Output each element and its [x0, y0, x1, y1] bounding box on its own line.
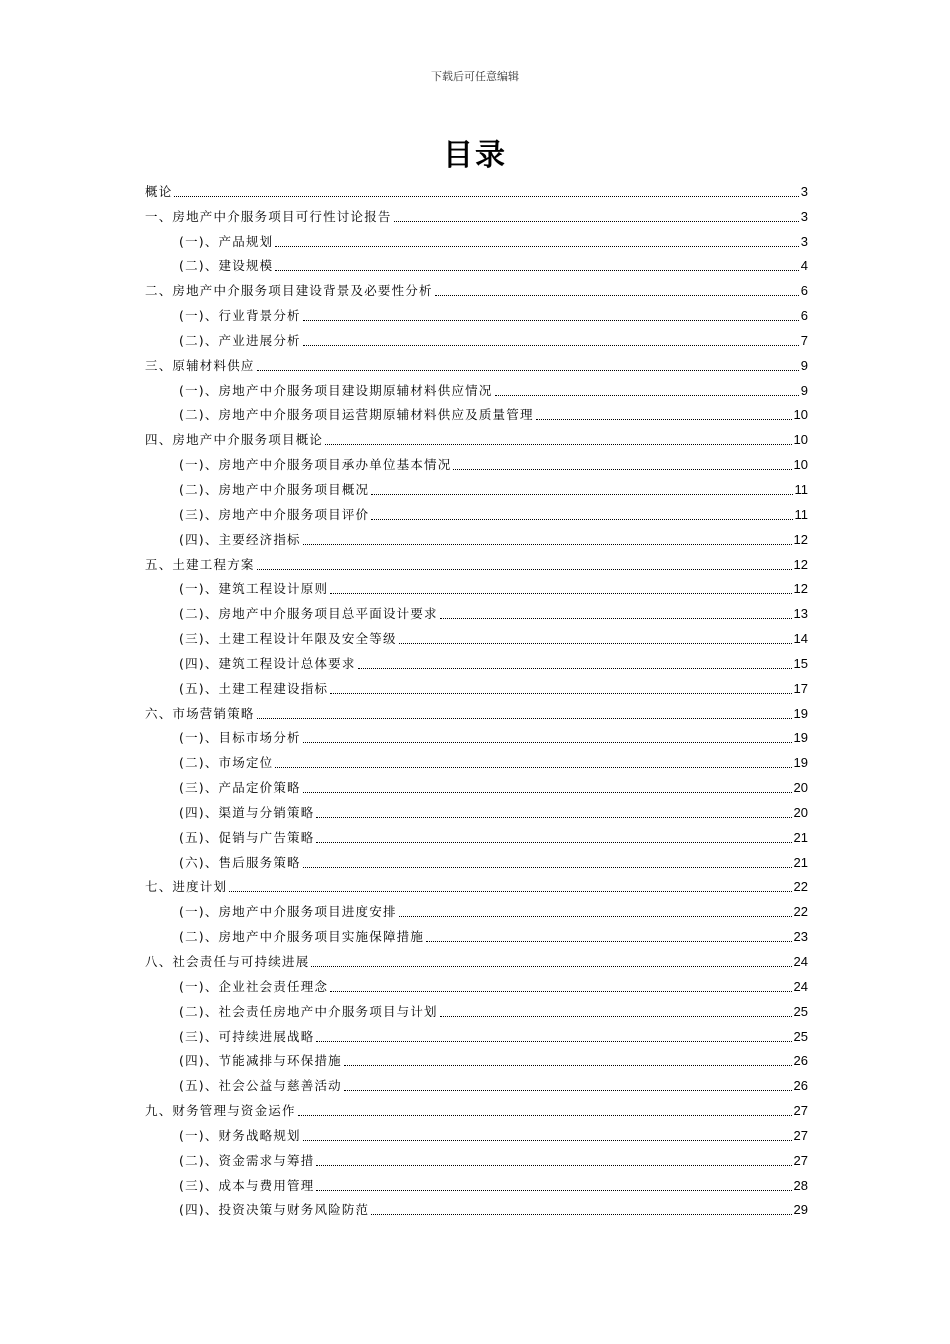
toc-entry-title: (二)、房地产中介服务项目概况: [179, 481, 370, 497]
toc-entry-title: (五)、土建工程建设指标: [179, 680, 329, 696]
toc-entry[interactable]: [145, 922, 808, 947]
dot-leader: [316, 1041, 791, 1042]
dot-leader: [330, 991, 791, 992]
toc-entry-page: 10: [793, 407, 808, 423]
toc-entry-title: (一)、房地产中介服务项目建设期原辅材料供应情况: [179, 382, 493, 398]
toc-entry[interactable]: [145, 972, 808, 997]
toc-entry-page: 19: [793, 755, 808, 771]
dot-leader: [316, 1190, 791, 1191]
toc-entry[interactable]: [145, 773, 808, 798]
toc-entry-page: 3: [800, 208, 808, 224]
toc-entry-title: (六)、售后服务策略: [179, 854, 301, 870]
toc-entry[interactable]: [145, 724, 808, 749]
toc-entry[interactable]: [145, 674, 808, 699]
dot-leader: [495, 395, 799, 396]
toc-entry-title: 一、房地产中介服务项目可行性讨论报告: [145, 208, 392, 224]
dot-leader: [303, 1140, 792, 1141]
toc-entry-title: (三)、房地产中介服务项目评价: [179, 506, 370, 522]
toc-entry-page: 3: [800, 183, 808, 199]
toc-entry-title: (五)、社会公益与慈善活动: [179, 1078, 342, 1094]
dot-leader: [316, 842, 791, 843]
dot-leader: [440, 618, 792, 619]
toc-entry-page: 29: [793, 1202, 808, 1218]
toc-entry-title: (二)、社会责任房地产中介服务项目与计划: [179, 1003, 438, 1019]
toc-entry-title: (二)、房地产中介服务项目运营期原辅材料供应及质量管理: [179, 407, 534, 423]
toc-entry-page: 20: [793, 804, 808, 820]
dot-leader: [174, 196, 798, 197]
toc-entry[interactable]: [145, 1121, 808, 1146]
toc-entry-title: (一)、产品规划: [179, 233, 274, 249]
toc-entry-title: 四、房地产中介服务项目概论: [145, 432, 324, 448]
toc-entry-page: 6: [800, 308, 808, 324]
toc-entry[interactable]: [145, 848, 808, 873]
toc-entry[interactable]: [145, 1071, 808, 1096]
toc-entry[interactable]: [145, 1047, 808, 1072]
dot-leader: [303, 320, 799, 321]
toc-entry[interactable]: [145, 401, 808, 426]
toc-entry-title: 八、社会责任与可持续进展: [145, 954, 310, 969]
toc-entry-title: (一)、建筑工程设计原则: [179, 581, 329, 597]
dot-leader: [275, 767, 791, 768]
toc-entry-page: 22: [793, 904, 808, 920]
dot-leader: [330, 593, 791, 594]
toc-entry[interactable]: [145, 897, 808, 922]
toc-entry-title: (四)、渠道与分销策略: [179, 804, 315, 820]
toc-entry[interactable]: [145, 376, 808, 401]
toc-entry-page: 4: [800, 258, 808, 274]
toc-entry[interactable]: [145, 1096, 808, 1121]
toc-entry[interactable]: [145, 649, 808, 674]
toc-entry[interactable]: [145, 575, 808, 600]
dot-leader: [303, 544, 792, 545]
toc-entry[interactable]: [145, 450, 808, 475]
toc-entry-page: 11: [794, 506, 808, 522]
dot-leader: [344, 1090, 792, 1091]
toc-entry-title: (三)、产品定价策略: [179, 780, 301, 796]
toc-entry-page: 9: [800, 357, 808, 373]
toc-entry[interactable]: [145, 947, 808, 972]
toc-entry-title: 九、财务管理与资金运作: [145, 1103, 296, 1119]
dot-leader: [453, 469, 791, 470]
toc-entry-title: (五)、促销与广告策略: [179, 829, 315, 845]
toc-entry-title: 五、土建工程方案: [145, 556, 255, 572]
toc-entry-title: (二)、资金需求与筹措: [179, 1152, 315, 1168]
dot-leader: [358, 668, 792, 669]
dot-leader: [311, 966, 791, 967]
toc-entry-page: 22: [793, 879, 808, 895]
dot-leader: [316, 817, 791, 818]
toc-entry-title: (二)、市场定位: [179, 755, 274, 771]
toc-entry-page: 10: [793, 432, 808, 448]
toc-entry[interactable]: [145, 1171, 808, 1196]
toc-entry[interactable]: [145, 748, 808, 773]
toc-entry[interactable]: [145, 873, 808, 898]
toc-entry-title: (一)、目标市场分析: [179, 730, 301, 746]
dot-leader: [344, 1065, 792, 1066]
dot-leader: [303, 792, 792, 793]
dot-leader: [325, 444, 791, 445]
dot-leader: [371, 519, 792, 520]
toc-entry[interactable]: [145, 823, 808, 848]
dot-leader: [303, 867, 792, 868]
toc-entry[interactable]: [145, 500, 808, 525]
toc-entry-page: 10: [793, 457, 808, 473]
page-title: 目录: [443, 138, 507, 173]
dot-leader: [440, 1016, 792, 1017]
toc-entry[interactable]: [145, 252, 808, 277]
toc-entry-page: 13: [793, 606, 808, 622]
toc-entry[interactable]: [145, 475, 808, 500]
dot-leader: [330, 693, 791, 694]
toc-entry-title: (四)、主要经济指标: [179, 531, 301, 547]
toc-entry-page: 14: [793, 631, 808, 647]
toc-entry[interactable]: [145, 1146, 808, 1171]
toc-entry[interactable]: [145, 525, 808, 550]
toc-entry-title: 七、进度计划: [145, 879, 228, 895]
toc-entry[interactable]: [145, 202, 808, 227]
dot-leader: [399, 916, 792, 917]
toc-entry-page: 24: [793, 978, 808, 994]
toc-entry[interactable]: [145, 301, 808, 326]
toc-entry-page: 7: [800, 332, 808, 348]
toc-entry-title: (四)、投资决策与财务风险防范: [179, 1202, 370, 1218]
toc-entry-title: 三、原辅材料供应: [145, 357, 255, 373]
dot-leader: [229, 891, 791, 892]
toc-entry-title: (一)、企业社会责任理念: [179, 978, 329, 994]
dot-leader: [275, 270, 798, 271]
dot-leader: [303, 345, 799, 346]
toc-entry-page: 15: [793, 655, 808, 671]
dot-leader: [394, 221, 799, 222]
toc-entry-page: 17: [793, 680, 808, 696]
toc-entry[interactable]: [145, 550, 808, 575]
toc-entry-title: (二)、房地产中介服务项目实施保障措施: [179, 929, 425, 945]
toc-entry-page: 23: [793, 929, 808, 945]
toc-entry[interactable]: [145, 351, 808, 376]
toc-entry-title: (二)、建设规模: [179, 258, 274, 274]
dot-leader: [303, 742, 792, 743]
toc-entry-page: 24: [793, 954, 808, 969]
toc-entry-page: 11: [794, 481, 808, 497]
toc-entry-title: (四)、建筑工程设计总体要求: [179, 655, 356, 671]
dot-leader: [298, 1115, 792, 1116]
toc-entry-title: (二)、产业进展分析: [179, 332, 301, 348]
toc-entry-page: 19: [793, 730, 808, 746]
toc-entry-title: 六、市场营销策略: [145, 705, 255, 721]
toc-entry-page: 25: [793, 1028, 808, 1044]
toc-entry-title: (三)、成本与费用管理: [179, 1177, 315, 1193]
toc-entry-page: 26: [793, 1078, 808, 1094]
toc-entry[interactable]: [145, 1196, 808, 1221]
toc-entry-page: 27: [793, 1152, 808, 1168]
toc-entry-page: 12: [793, 531, 808, 547]
toc-entry-page: 9: [800, 382, 808, 398]
toc-entry[interactable]: [145, 699, 808, 724]
toc-entry-page: 3: [800, 233, 808, 249]
toc-entry[interactable]: [145, 326, 808, 351]
dot-leader: [257, 370, 799, 371]
toc-entry[interactable]: [145, 227, 808, 252]
header-note: 下载后可任意编辑: [431, 70, 519, 83]
toc-entry[interactable]: [145, 798, 808, 823]
toc-entry-title: 概论: [145, 183, 173, 199]
toc-entry-page: 20: [793, 780, 808, 796]
toc-entry[interactable]: [145, 624, 808, 649]
toc-entry-title: (四)、节能减排与环保措施: [179, 1053, 342, 1069]
toc-entry-title: (二)、房地产中介服务项目总平面设计要求: [179, 606, 438, 622]
dot-leader: [257, 569, 792, 570]
toc-entry[interactable]: [145, 177, 808, 202]
toc-entry-page: 19: [793, 705, 808, 721]
toc-entry-page: 28: [793, 1177, 808, 1193]
dot-leader: [399, 643, 792, 644]
toc-entry[interactable]: [145, 276, 808, 301]
dot-leader: [371, 1214, 791, 1215]
dot-leader: [257, 718, 792, 719]
dot-leader: [316, 1165, 791, 1166]
toc-entry-title: (一)、财务战略规划: [179, 1127, 301, 1143]
toc-entry-title: (一)、房地产中介服务项目进度安排: [179, 904, 397, 920]
toc-entry[interactable]: [145, 997, 808, 1022]
toc-entry-page: 26: [793, 1053, 808, 1069]
toc-entry-page: 27: [793, 1127, 808, 1143]
toc-entry-title: (一)、行业背景分析: [179, 308, 301, 324]
toc-entry-page: 27: [793, 1103, 808, 1119]
toc-entry-title: (一)、房地产中介服务项目承办单位基本情况: [179, 457, 452, 473]
toc-entry[interactable]: [145, 599, 808, 624]
toc-entry[interactable]: [145, 425, 808, 450]
toc-entry-page: 12: [793, 581, 808, 597]
dot-leader: [426, 941, 791, 942]
toc-entry-page: 12: [793, 556, 808, 572]
toc-entry-title: (三)、土建工程设计年限及安全等级: [179, 631, 397, 647]
dot-leader: [435, 295, 799, 296]
toc-entry-page: 25: [793, 1003, 808, 1019]
toc-entry-page: 21: [793, 829, 808, 845]
toc-entry-title: (三)、可持续进展战略: [179, 1028, 315, 1044]
dot-leader: [275, 246, 798, 247]
table-of-contents: [145, 177, 808, 1220]
dot-leader: [371, 494, 792, 495]
toc-entry-page: 6: [800, 283, 808, 299]
dot-leader: [536, 419, 792, 420]
toc-entry[interactable]: [145, 1022, 808, 1047]
toc-entry-page: 21: [793, 854, 808, 870]
toc-entry-title: 二、房地产中介服务项目建设背景及必要性分析: [145, 283, 433, 299]
